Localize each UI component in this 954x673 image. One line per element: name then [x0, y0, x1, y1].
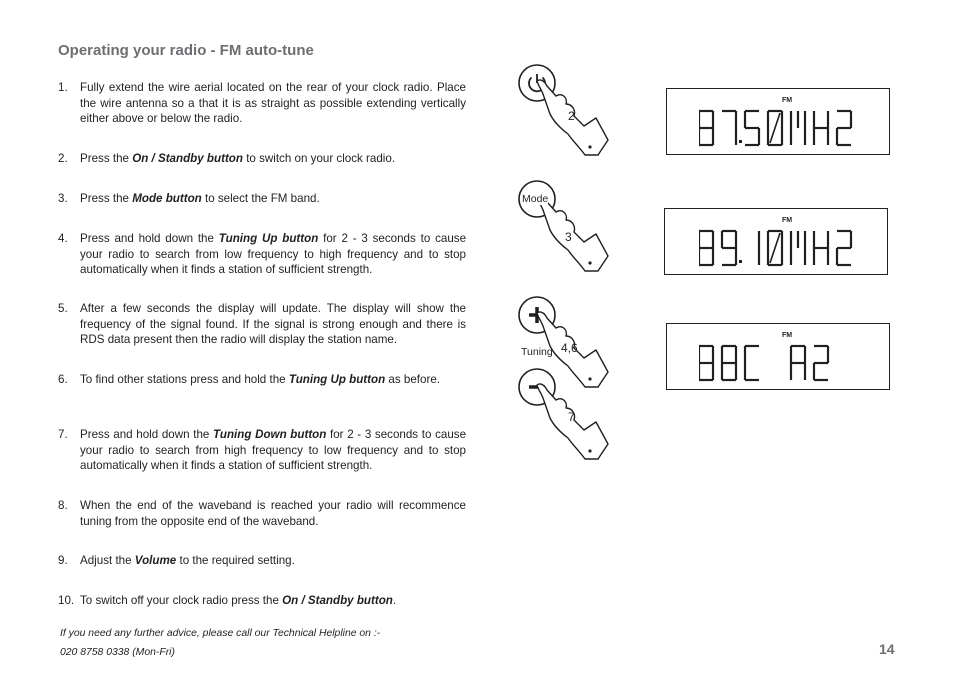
- step-number: 5.: [58, 302, 68, 315]
- lcd-display-2: [664, 208, 888, 275]
- lcd-character: [699, 346, 713, 380]
- lcd-character: [814, 231, 828, 265]
- step-1: [58, 80, 466, 127]
- step-text: To switch off your clock radio press the On / Standby button.: [80, 594, 397, 607]
- lcd-character: [837, 231, 851, 265]
- tuning-down-button-illustration: [510, 364, 620, 464]
- mode-button-illustration: [510, 176, 620, 276]
- step-4: [58, 231, 466, 278]
- step-7: [58, 427, 466, 474]
- lcd-character: [745, 346, 759, 380]
- lcd-character: [791, 346, 805, 380]
- lcd-character: [722, 346, 736, 380]
- band-indicator: FM: [782, 332, 793, 339]
- lcd-character: [791, 111, 805, 145]
- page-number: 14: [879, 641, 895, 657]
- step-number: 2.: [58, 152, 68, 165]
- step-number: 10.: [58, 594, 75, 607]
- step-text: After a few seconds the display will update. The display will show the frequency of the signal found. If the signal is strong enough and there is RDS data present then the radio will display the station name.: [80, 302, 466, 346]
- step-text: When the end of the waveband is reached your radio will recommence tuning from the opposite end of the waveband.: [80, 499, 466, 528]
- step-text: Press and hold down the Tuning Up button for 2 - 3 seconds to cause your radio to search from low frequency to high frequency and to stop automatically when it finds a station of sufficient strength.: [80, 232, 467, 276]
- step-5: [58, 301, 466, 348]
- lcd-character: [699, 111, 713, 145]
- band-indicator: FM: [782, 217, 793, 224]
- step-number: 9.: [58, 554, 68, 567]
- step-3: [58, 191, 466, 207]
- lcd-character: [814, 111, 828, 145]
- step-number: 3.: [58, 192, 68, 205]
- lcd-character: [768, 231, 782, 265]
- lcd-display-3: [666, 323, 890, 390]
- step-text: Press the On / Standby button to switch on your clock radio.: [80, 152, 396, 165]
- lcd-decimal-point: [739, 140, 742, 143]
- lcd-character: [722, 111, 736, 145]
- lcd-character: [814, 346, 828, 380]
- step-2: [58, 151, 466, 167]
- step-6: [58, 372, 466, 388]
- lcd-character: [768, 111, 782, 145]
- step-number: 7.: [58, 428, 68, 441]
- step-text: Press the Mode button to select the FM band.: [80, 192, 320, 205]
- band-indicator: FM: [782, 97, 793, 104]
- lcd-character: [699, 231, 713, 265]
- lcd-display-1: [666, 88, 890, 155]
- step-10: [58, 593, 466, 609]
- helpline-number: 020 8758 0338 (Mon-Fri): [60, 647, 175, 658]
- mode-button-label: Mode: [522, 193, 549, 205]
- step-text: To find other stations press and hold the Tuning Up button as before.: [80, 373, 440, 386]
- lcd-character: [837, 111, 851, 145]
- step-text: Fully extend the wire aerial located on the rear of your clock radio. Place the wire antenna so a that it is as straight as possible extending vertically either above or below the radio.: [80, 81, 466, 125]
- helpline-text: If you need any further advice, please call our Technical Helpline on :-: [60, 628, 381, 639]
- step-number: 4.: [58, 232, 68, 245]
- step-9: [58, 553, 466, 569]
- lcd-character: [722, 231, 736, 265]
- step-text: Press and hold down the Tuning Down button for 2 - 3 seconds to cause your radio to search from high frequency to low frequency and to stop automatically when it finds a station of sufficient strength.: [80, 428, 467, 472]
- lcd-decimal-point: [739, 260, 742, 263]
- callout-label: 2: [568, 109, 575, 123]
- callout-label: 4,6: [561, 341, 578, 355]
- page-heading: Operating your radio - FM auto-tune: [58, 42, 314, 59]
- step-text: Adjust the Volume to the required setting.: [80, 554, 295, 567]
- lcd-character: [791, 231, 805, 265]
- tuning-label: Tuning: [521, 346, 553, 358]
- lcd-readout: [699, 229, 885, 271]
- lcd-character: [745, 111, 759, 145]
- callout-label: 3: [565, 230, 572, 244]
- lcd-readout: [699, 344, 885, 386]
- step-8: [58, 498, 466, 529]
- callout-label: 7: [568, 410, 575, 424]
- lcd-readout: [699, 109, 885, 151]
- power-button-illustration: [510, 60, 620, 160]
- step-number: 8.: [58, 499, 68, 512]
- step-number: 6.: [58, 373, 68, 386]
- step-number: 1.: [58, 81, 68, 94]
